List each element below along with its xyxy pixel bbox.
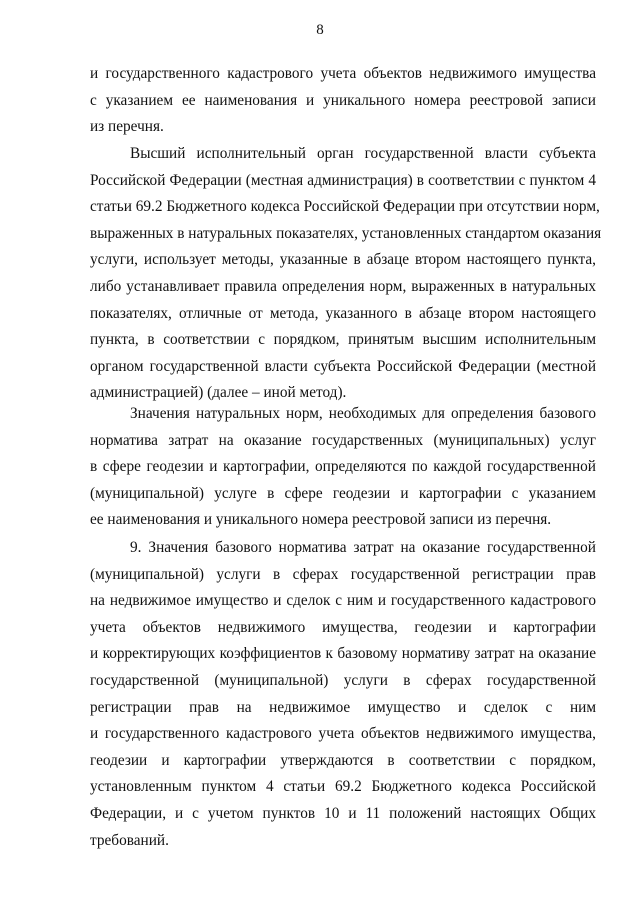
text-line: органом государственной власти субъекта Российской Федерации (местной [90, 357, 596, 375]
text-line: администрацией) (далее – иной метод). [90, 384, 347, 402]
text-line: на недвижимое имущество и сделок с ним и государственного кадастрового [90, 592, 596, 610]
text-line: Значения натуральных норм, необходимых для определения базового [130, 405, 596, 422]
text-line: требований. [90, 831, 169, 849]
text-line: норматива затрат на оказание государственных (муниципальных) услуг [90, 431, 596, 449]
text-line: установленным пунктом 4 статьи 69.2 Бюджетного кодекса Российской [90, 778, 596, 796]
text-line: ее наименования и уникального номера реестровой записи из перечня. [90, 511, 552, 529]
text-line: геодезии и картографии утверждаются в соответствии с порядком, [90, 751, 596, 769]
text-line: в сфере геодезии и картографии, определяются по каждой государственной [90, 458, 596, 476]
paragraph-4 [90, 535, 596, 854]
text-line: с указанием ее наименования и уникального номера реестровой записи [90, 91, 596, 109]
text-line: (муниципальной) услуги в сферах государственной регистрации прав [90, 565, 596, 583]
paragraph-1 [90, 61, 596, 141]
text-line: и корректирующих коэффициентов к базовому нормативу затрат на оказание [90, 645, 596, 663]
paragraph-2 [90, 141, 602, 407]
text-line: выраженных в натуральных показателях, установленных стандартом оказания [90, 224, 602, 242]
text-line: Федерации, и с учетом пунктов 10 и 11 положений настоящих Общих [90, 804, 596, 822]
text-line: статьи 69.2 Бюджетного кодекса Российской Федерации при отсутствии норм, [90, 198, 600, 216]
text-line: Высший исполнительный орган государственной власти субъекта [130, 145, 596, 162]
text-line: регистрации прав на недвижимое имущество и сделок с ним [90, 698, 596, 716]
text-line: показателях, отличные от метода, указанного в абзаце втором настоящего [90, 304, 596, 322]
text-line: и государственного кадастрового учета объектов недвижимого имущества, [90, 725, 596, 743]
page-number: 8 [316, 22, 324, 38]
text-line: (муниципальной) услуге в сфере геодезии и картографии с указанием [90, 484, 596, 502]
text-line: 9. Значения базового норматива затрат на оказание государственной [130, 539, 596, 556]
text-line: из перечня. [90, 118, 164, 136]
text-line: либо устанавливает правила определения норм, выраженных в натуральных [90, 277, 596, 295]
text-line: учета объектов недвижимого имущества, геодезии и картографии [90, 618, 596, 636]
text-line: Российской Федерации (местная администрация) в соответствии с пунктом 4 [90, 171, 596, 189]
text-line: пункта, в соответствии с порядком, принятым высшим исполнительным [90, 331, 596, 349]
text-line: государственной (муниципальной) услуги в сферах государственной [90, 671, 596, 689]
paragraph-3 [90, 401, 596, 534]
text-line: услуги, использует методы, указанные в абзаце втором настоящего пункта, [90, 251, 596, 269]
text-line: и государственного кадастрового учета объектов недвижимого имущества [90, 65, 596, 82]
